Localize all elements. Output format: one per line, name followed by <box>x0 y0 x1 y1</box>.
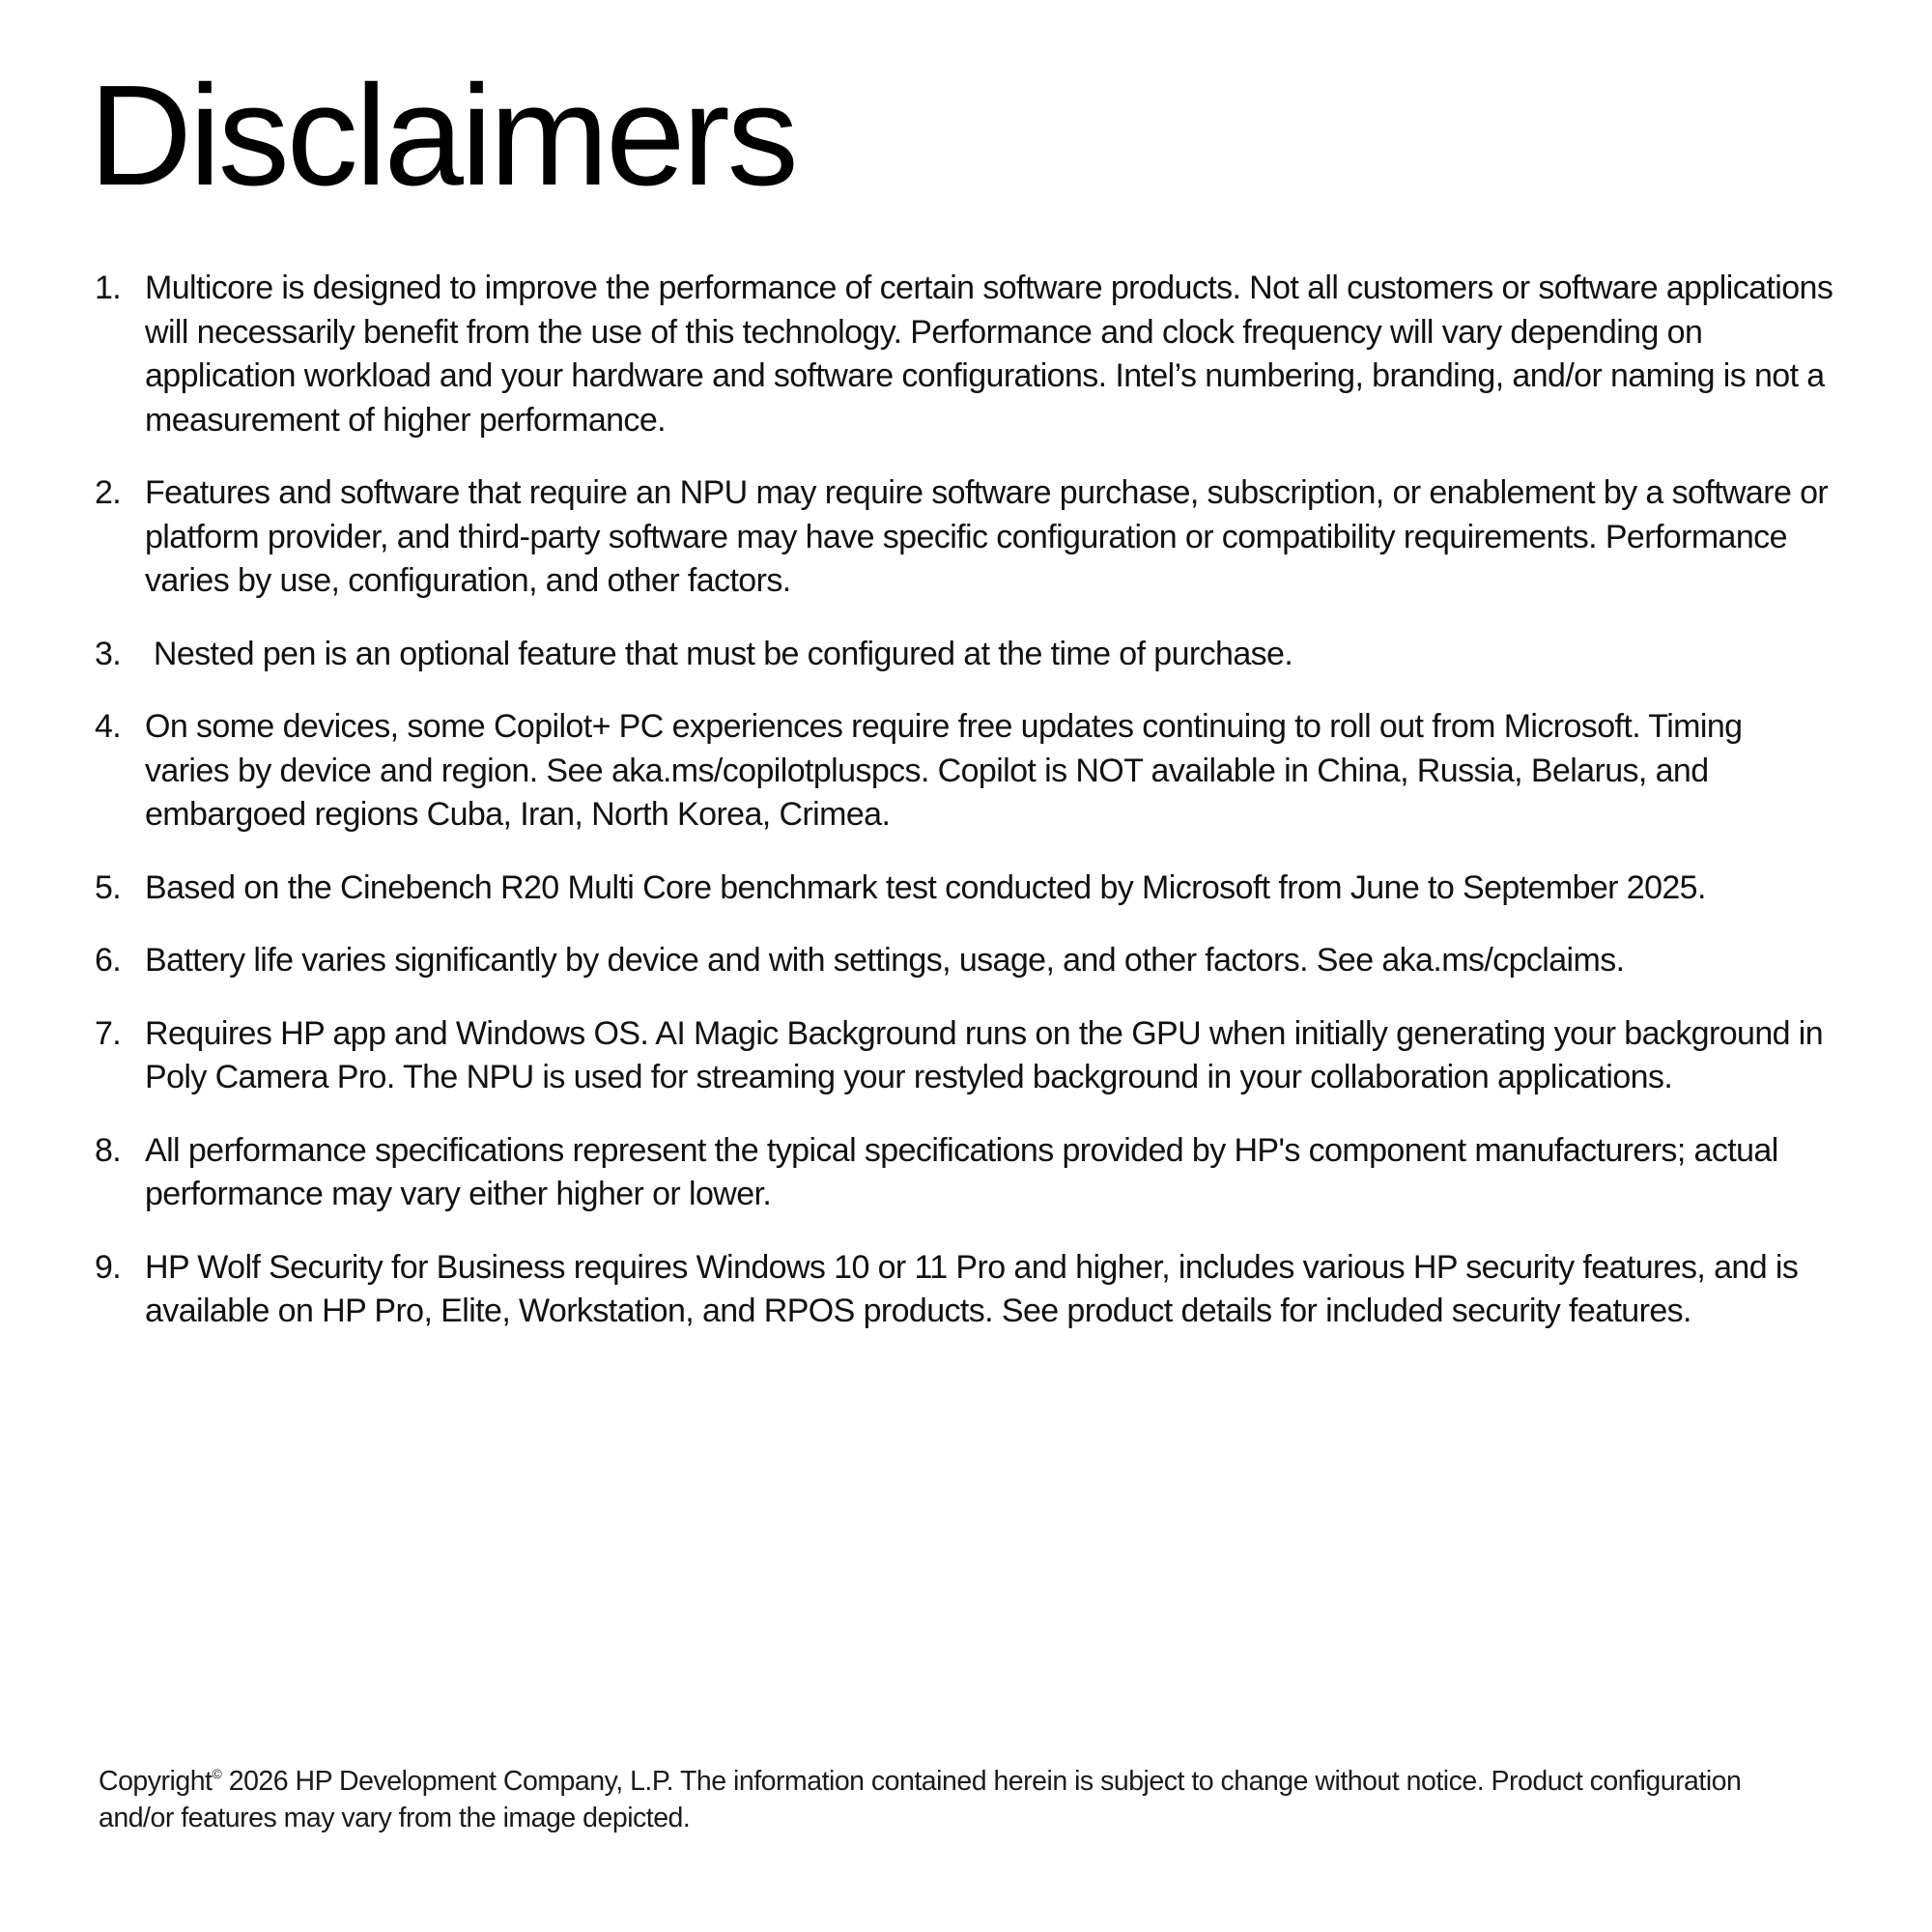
disclaimer-number: 3. <box>95 635 122 672</box>
disclaimer-text: Nested pen is an optional feature that must be configured at the time of purchase. <box>145 635 1293 672</box>
page-title: Disclaimers <box>89 56 796 215</box>
disclaimer-number: 7. <box>95 1014 122 1052</box>
disclaimer-text: Requires HP app and Windows OS. AI Magic Background runs on the GPU when initially generating your background in Poly Camera Pro. The NPU is used for streaming your restyled background in your collaboration applications. <box>145 1014 1824 1095</box>
disclaimer-number: 1. <box>95 270 122 306</box>
disclaimer-number: 8. <box>95 1131 122 1169</box>
disclaimer-item <box>95 1246 1833 1334</box>
disclaimer-item <box>95 939 1833 983</box>
copyright-footer <box>99 1756 1818 1836</box>
disclaimer-item <box>95 267 1833 442</box>
disclaimer-number: 9. <box>95 1248 122 1286</box>
disclaimer-item <box>95 705 1833 838</box>
disclaimer-list <box>95 267 1833 1363</box>
disclaimer-item <box>95 867 1833 911</box>
copyright-text: 2026 HP Development Company, L.P. The information contained herein is subject to change without notice. Product configuration and/or features may vary from the image depicted. <box>99 1766 1742 1833</box>
copyright-symbol: © <box>212 1766 222 1781</box>
disclaimer-text: Battery life varies significantly by device and with settings, usage, and other factors. See aka.ms/cpclaims. <box>145 942 1625 979</box>
disclaimer-item <box>95 1129 1833 1217</box>
disclaimer-number: 4. <box>95 708 122 745</box>
disclaimer-item <box>95 633 1833 677</box>
copyright-word: Copyright <box>99 1766 213 1797</box>
disclaimer-item <box>95 471 1833 604</box>
disclaimer-text: Multicore is designed to improve the performance of certain software products. Not all customers or software applications will necessarily benefit from the use of this technology. Performance and clock frequency will vary depending on application workload and your hardware and software configurations. Intel’s numbering, branding, and/or naming is not a measurement of higher performance. <box>145 270 1833 439</box>
disclaimer-number: 5. <box>95 868 122 906</box>
disclaimer-item <box>95 1012 1833 1100</box>
disclaimer-number: 2. <box>95 474 122 511</box>
disclaimer-text: On some devices, some Copilot+ PC experiences require free updates continuing to roll out from Microsoft. Timing varies by device and region. See aka.ms/copilotpluspcs. Copilot is NOT available in China, Russia, Belarus, and embargoed regions Cuba, Iran, North Korea, Crimea. <box>145 708 1743 833</box>
disclaimer-text: HP Wolf Security for Business requires Windows 10 or 11 Pro and higher, includes various HP security features, and is available on HP Pro, Elite, Workstation, and RPOS products. See product details for included security features. <box>145 1248 1799 1329</box>
disclaimer-text: All performance specifications represent the typical specifications provided by HP's component manufacturers; actual performance may vary either higher or lower. <box>145 1131 1778 1212</box>
disclaimer-number: 6. <box>95 942 122 979</box>
disclaimer-text: Based on the Cinebench R20 Multi Core benchmark test conducted by Microsoft from June to September 2025. <box>145 868 1706 906</box>
disclaimer-text: Features and software that require an NPU may require software purchase, subscription, or enablement by a software or platform provider, and third-party software may have specific configuration or compatibility requirements. Performance varies by use, configuration, and other factors. <box>145 474 1829 599</box>
